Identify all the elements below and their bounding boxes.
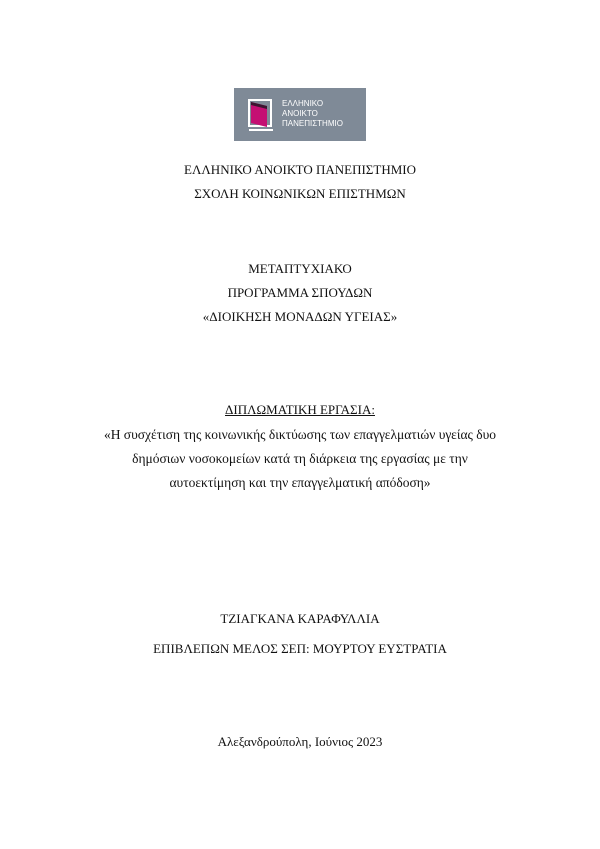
program-line-2: ΠΡΟΓΡΑΜΜΑ ΣΠΟΥΔΩΝ: [227, 285, 373, 300]
thesis-heading: ΔΙΠΛΩΜΑΤΙΚΗ ΕΡΓΑΣΙΑ:: [225, 402, 375, 417]
thesis-title-line-1: «Η συσχέτιση της κοινωνικής δικτύωσης των επαγγελματιών υγείας δυο: [103, 427, 497, 442]
program-line-1: ΜΕΤΑΠΤΥΧΙΑΚΟ: [248, 261, 352, 276]
university-name: ΕΛΛΗΝΙΚΟ ΑΝΟΙΚΤΟ ΠΑΝΕΠΙΣΤΗΜΙΟ: [184, 162, 416, 177]
supervisor: ΕΠΙΒΛΕΠΩΝ ΜΕΛΟΣ ΣΕΠ: ΜΟΥΡΤΟΥ ΕΥΣΤΡΑΤΙΑ: [153, 641, 447, 656]
university-logo-text: ΕΛΛΗΝΙΚΟ ΑΝΟΙΚΤΟ ΠΑΝΕΠΙΣΤΗΜΙΟ: [282, 99, 343, 128]
school-name: ΣΧΟΛΗ ΚΟΙΝΩΝΙΚΩΝ ΕΠΙΣΤΗΜΩΝ: [194, 186, 406, 201]
author-name: ΤΖΙΑΓΚΑΝΑ ΚΑΡΑΦΥΛΛΙΑ: [220, 611, 380, 626]
university-logo: [234, 88, 366, 141]
thesis-title-line-3: αυτοεκτίμηση και την επαγγελματική απόδοση»: [169, 475, 431, 490]
hellenic-open-university-logo-icon: [246, 96, 276, 132]
thesis-title-line-2: δημόσιων νοσοκομείων κατά τη διάρκεια της εργασίας με την: [132, 451, 468, 466]
program-line-3: «ΔΙΟΙΚΗΣΗ ΜΟΝΑΔΩΝ ΥΓΕΙΑΣ»: [202, 309, 398, 324]
place-date: Αλεξανδρούπολη, Ιούνιος 2023: [217, 734, 383, 749]
